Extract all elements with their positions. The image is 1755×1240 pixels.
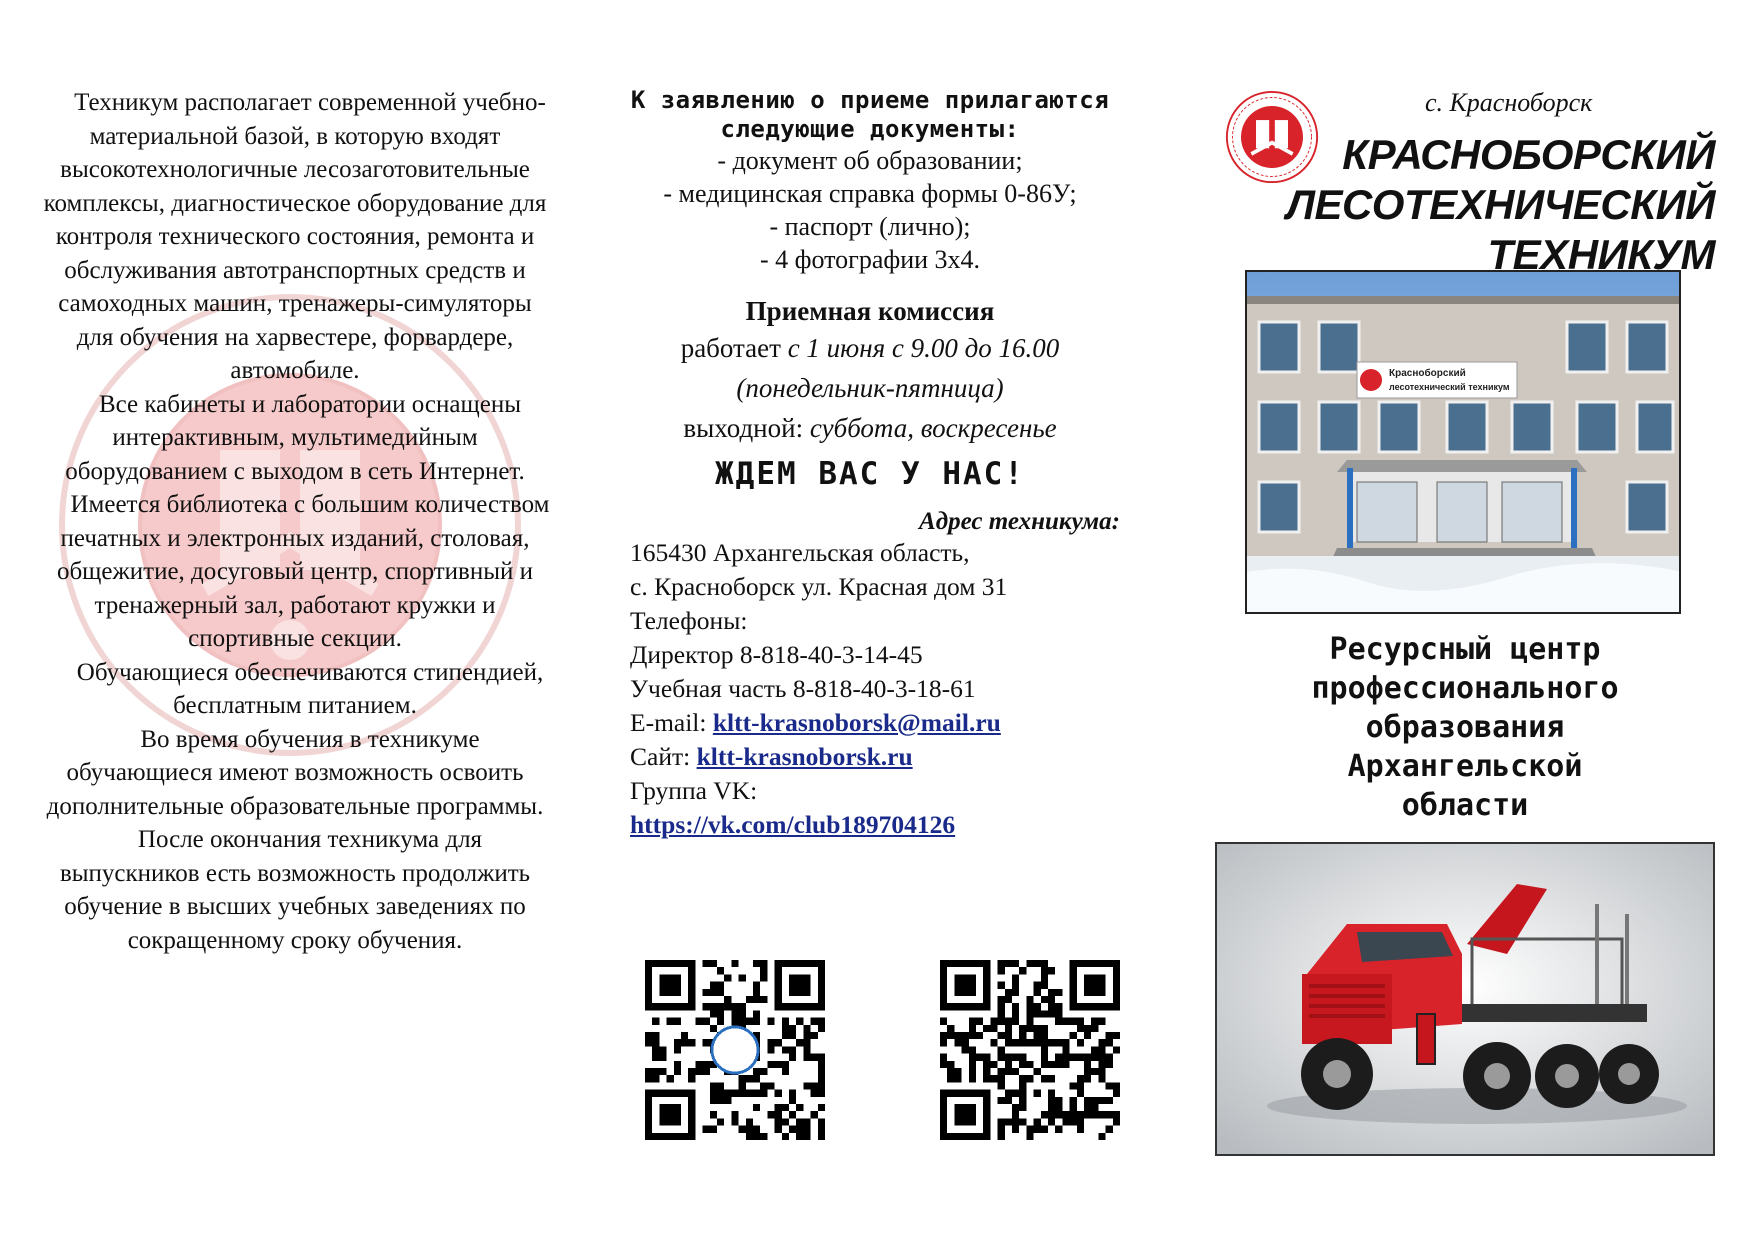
dayoff-prefix: выходной: (683, 413, 804, 443)
right-column (1215, 70, 1715, 1170)
address-line: 165430 Архангельская область, (630, 538, 970, 567)
middle-column (620, 86, 1120, 842)
college-name (1275, 130, 1715, 280)
resource-center-title (1215, 630, 1715, 825)
phones-label: Телефоны: (630, 606, 748, 635)
forwarder-truck-photo (1215, 842, 1715, 1156)
paragraph-graduates: После окончания техникума для выпускников есть возможность продолжить обучение в высших учебных заведениях по сокращенному сроку обучения. (59, 826, 531, 954)
college-building-photo (1245, 270, 1681, 614)
resource-title-line: образования (1365, 710, 1565, 745)
paragraph-material-base: Техникум располагает современной учебно-материальной базой, в которую входят высокотехнологичные лесозаготовительные комплексы, диагностическое оборудование для контроля технического состояния, ремонта и обслуживания автотранспортных средств и самоходных машин, тренажеры-симуляторы для обучения на харвестере, форвардере, автомобиле. (43, 89, 547, 384)
qr-code-left (645, 960, 825, 1140)
address-title: Адрес техникума: (919, 508, 1120, 535)
list-item: - паспорт (лично); (769, 212, 971, 241)
commission-title: Приемная комиссия (745, 296, 995, 326)
resource-title-line: области (1401, 788, 1529, 823)
documents-list (620, 144, 1120, 276)
email-label: E-mail: (630, 708, 707, 737)
study-label: Учебная часть (630, 674, 787, 703)
director-phone: 8-818-40-3-14-45 (739, 640, 923, 669)
paragraph-classrooms: Все кабинеты и лаборатории оснащены интерактивным, мультимедийным оборудованием с выходом в сеть Интернет. (65, 390, 525, 485)
city-label: с. Красноборск (1425, 88, 1593, 117)
vk-label: Группа VK: (630, 776, 758, 805)
address-line: с. Красноборск ул. Красная дом 31 (630, 572, 1008, 601)
resource-title-line: Архангельской (1347, 749, 1583, 784)
welcome-slogan: ЖДЕМ ВАС У НАС! (715, 456, 1025, 492)
college-name-line: КРАСНОБОРСКИЙ (1342, 131, 1715, 178)
paragraph-stipend: Обучающиеся обеспечиваются стипендией, бесплатным питанием. (76, 658, 544, 719)
study-phone-row (630, 672, 1120, 706)
college-name-line: ТЕХНИКУМ (1487, 231, 1715, 278)
paragraph-additional-programs: Во время обучения в техникуме обучающиеся имеют возможность освоить дополнительные образовательные программы. (46, 725, 544, 820)
director-label: Директор (630, 640, 734, 669)
list-item: - медицинская справка формы 0-86У; (663, 179, 1077, 208)
documents-heading: К заявлению о приеме прилагаются следующие документы: (630, 86, 1110, 143)
dayoff-value: суббота, воскресенье (809, 413, 1057, 443)
site-row (630, 740, 1120, 774)
list-item: - 4 фотографии 3х4. (759, 245, 981, 274)
forwarder-illustration (1217, 844, 1715, 1156)
college-name-line: ЛЕСОТЕХНИЧЕСКИЙ (1286, 181, 1715, 228)
day-off (620, 408, 1120, 448)
email-row (630, 706, 1120, 740)
director-phone-row (630, 638, 1120, 672)
building-sign-line2: лесотехнический техникум (1389, 382, 1510, 392)
site-link[interactable]: kltt-krasnoborsk.ru (696, 742, 913, 771)
site-label: Сайт: (630, 742, 691, 771)
qr-code-right (940, 960, 1120, 1140)
working-days (620, 368, 1120, 408)
list-item: - документ об образовании; (717, 146, 1023, 175)
building-illustration (1247, 272, 1681, 614)
contacts-block (630, 536, 1120, 842)
study-phone: 8-818-40-3-18-61 (792, 674, 976, 703)
paragraph-library: Имеется библиотека с большим количеством печатных и электронных изданий, столовая, общежитие, досуговый центр, спортивный и тренажерный зал, работают кружки и спортивные секции. (56, 491, 550, 652)
hours-value: с 1 июня с 9.00 до 16.00 (787, 333, 1060, 363)
resource-title-line: профессионального (1311, 671, 1619, 706)
resource-title-line: Ресурсный центр (1329, 632, 1601, 667)
building-sign-line1: Красноборский (1389, 368, 1466, 379)
days-value: (понедельник-пятница) (736, 373, 1004, 403)
email-link[interactable]: kltt-krasnoborsk@mail.ru (712, 708, 1001, 737)
working-hours (620, 328, 1120, 368)
vk-link[interactable]: https://vk.com/club189704126 (630, 810, 956, 839)
left-column (40, 86, 550, 957)
hours-prefix: работает (680, 333, 781, 363)
